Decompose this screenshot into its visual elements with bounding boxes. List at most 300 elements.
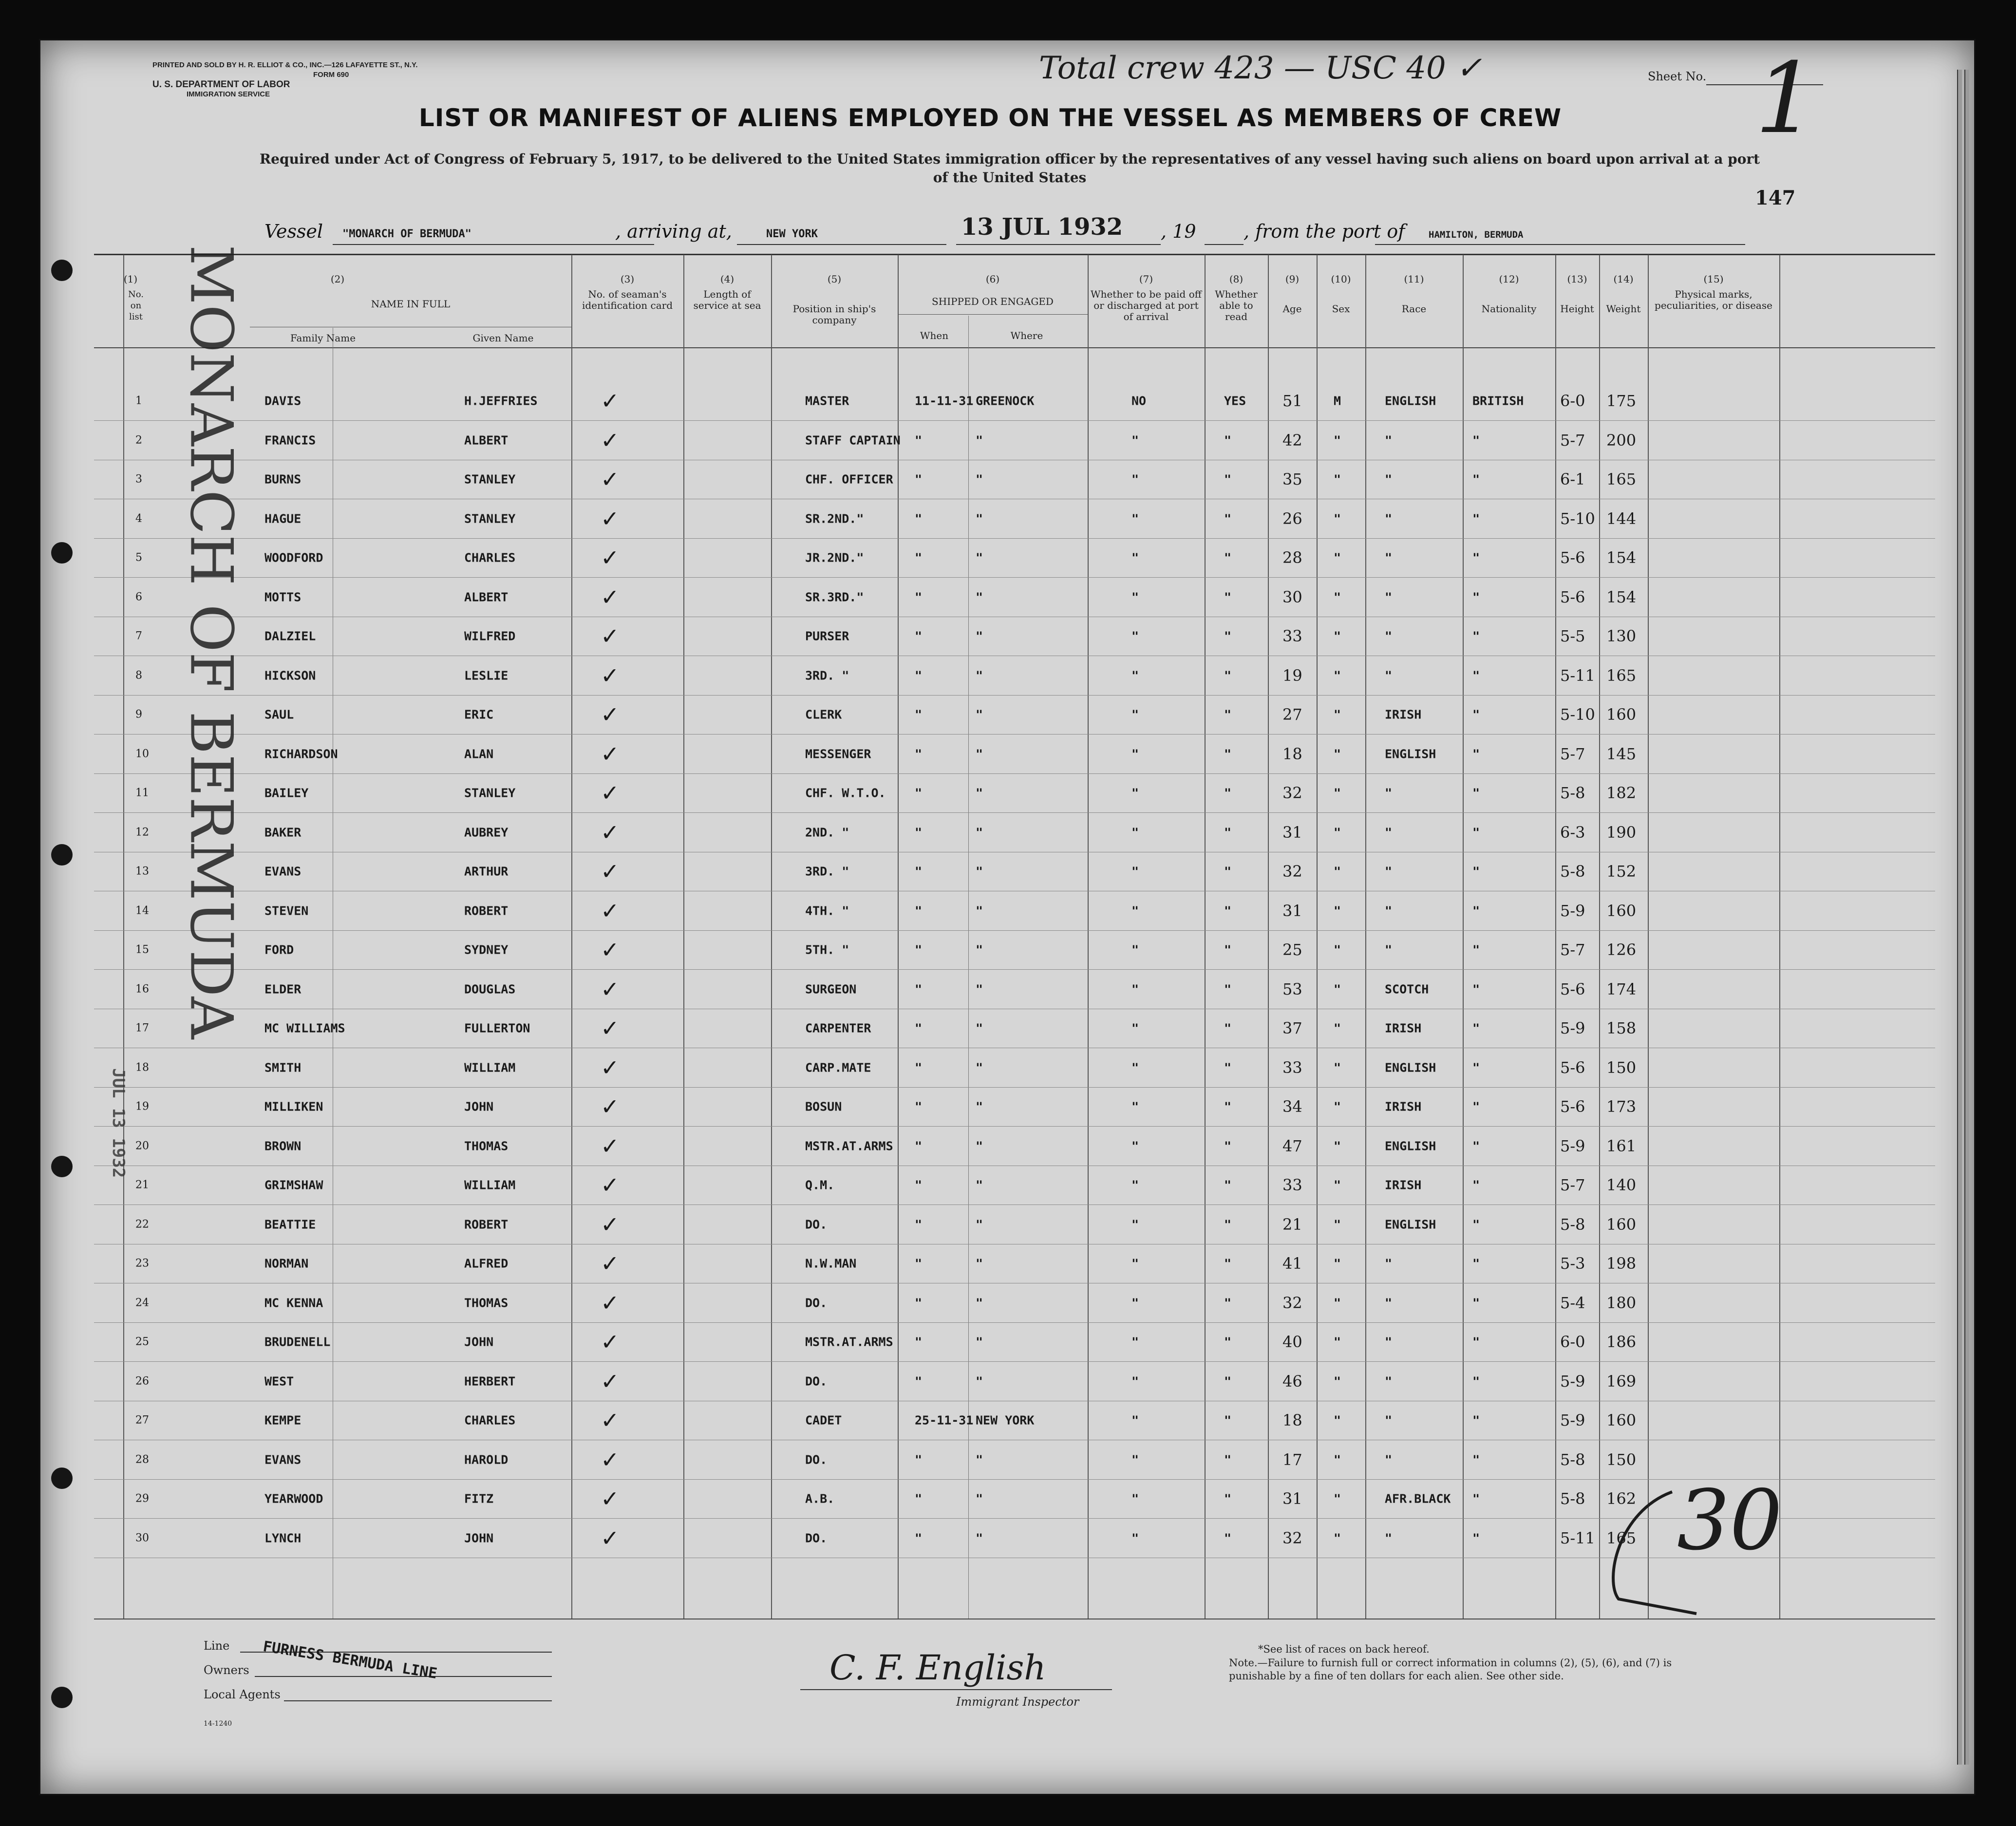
crew-id-cell: ✓: [601, 545, 620, 571]
crew-no-cell: 5: [135, 551, 142, 564]
crew-race-cell: IRISH: [1385, 1178, 1422, 1192]
crew-nat-cell: ": [1472, 825, 1480, 839]
crew-paid-cell: ": [1131, 550, 1139, 565]
crew-when-cell: ": [915, 747, 923, 761]
crew-nat-cell: ": [1472, 1335, 1480, 1349]
crew-id-cell: ✓: [601, 1250, 620, 1277]
crew-paid-cell: ": [1131, 668, 1139, 682]
crew-sex-cell: ": [1334, 668, 1341, 682]
crew-when-cell: ": [915, 982, 923, 996]
crew-weight-cell: 152: [1606, 862, 1637, 881]
binder-hole: [51, 1468, 73, 1489]
crew-read-cell: ": [1224, 747, 1232, 761]
crew-paid-cell: ": [1131, 1099, 1139, 1114]
crew-race-cell: ": [1385, 668, 1393, 682]
crew-when-cell: ": [915, 472, 923, 487]
crew-id-cell: ✓: [601, 1211, 620, 1238]
crew-weight-cell: 150: [1606, 1058, 1637, 1077]
crew-paid-cell: ": [1131, 825, 1139, 839]
crew-read-cell: ": [1224, 511, 1232, 526]
crew-race-cell: ": [1385, 864, 1393, 879]
col-num-4: (4): [720, 273, 735, 285]
crew-nat-cell: ": [1472, 707, 1480, 722]
crew-weight-cell: 160: [1606, 705, 1637, 724]
crew-nat-cell: ": [1472, 904, 1480, 918]
crew-weight-cell: 154: [1606, 587, 1637, 606]
crew-weight-cell: 154: [1606, 548, 1637, 567]
sheet-label: Sheet No.: [1648, 70, 1707, 83]
crew-when-cell: ": [915, 629, 923, 643]
crew-position-cell: MESSENGER: [805, 747, 871, 761]
crew-position-cell: DO.: [805, 1452, 828, 1467]
races-note: *See list of races on back hereof.: [1258, 1643, 1430, 1655]
crew-age-cell: 31: [1282, 823, 1302, 842]
crew-where-cell: NEW YORK: [976, 1413, 1035, 1428]
service-label: IMMIGRATION SERVICE: [187, 90, 270, 98]
crew-paid-cell: ": [1131, 1452, 1139, 1467]
crew-no-cell: 13: [135, 865, 149, 878]
crew-race-cell: IRISH: [1385, 1099, 1422, 1114]
crew-when-cell: ": [915, 590, 923, 604]
crew-no-cell: 19: [135, 1100, 149, 1113]
crew-read-cell: ": [1224, 786, 1232, 800]
crew-race-cell: ": [1385, 1256, 1393, 1271]
crew-weight-cell: 175: [1606, 392, 1637, 410]
crew-when-cell: ": [915, 1256, 923, 1271]
crew-no-cell: 9: [135, 708, 142, 721]
crew-no-cell: 26: [135, 1375, 149, 1387]
row-rule: [94, 969, 1935, 970]
crew-sex-cell: ": [1334, 1099, 1341, 1114]
crew-id-cell: ✓: [601, 505, 620, 532]
crew-where-cell: ": [976, 511, 983, 526]
crew-position-cell: CHF. OFFICER: [805, 472, 893, 487]
crew-nat-cell: ": [1472, 1452, 1480, 1467]
crew-read-cell: ": [1224, 1021, 1232, 1035]
crew-sex-cell: ": [1334, 1374, 1341, 1388]
crew-age-cell: 32: [1282, 862, 1302, 881]
crew-age-cell: 41: [1282, 1254, 1302, 1273]
crew-no-cell: 20: [135, 1140, 149, 1152]
crew-where-cell: ": [976, 1491, 983, 1506]
crew-sex-cell: ": [1334, 1531, 1341, 1545]
crew-no-cell: 11: [135, 787, 149, 799]
crew-no-cell: 15: [135, 943, 149, 956]
crew-given-cell: ARTHUR: [464, 864, 509, 879]
col-num-3: (3): [620, 273, 635, 285]
header-length-service: Length of service at sea: [693, 288, 761, 311]
crew-height-cell: 5-8: [1560, 1450, 1585, 1469]
crew-position-cell: CARP.MATE: [805, 1060, 871, 1074]
col-num-2: (2): [330, 273, 345, 285]
crew-weight-cell: 162: [1606, 1489, 1637, 1508]
header-shipped: SHIPPED OR ENGAGED: [932, 296, 1054, 307]
date-underline: [956, 244, 1161, 245]
crew-race-cell: ": [1385, 825, 1393, 839]
crew-where-cell: ": [976, 668, 983, 682]
crew-no-cell: 21: [135, 1179, 149, 1191]
crew-given-cell: ALFRED: [464, 1256, 509, 1271]
crew-position-cell: A.B.: [805, 1491, 835, 1506]
crew-id-cell: ✓: [601, 623, 620, 649]
crew-family-cell: YEARWOOD: [264, 1491, 323, 1506]
crew-given-cell: STANLEY: [464, 786, 516, 800]
crew-race-cell: ": [1385, 629, 1393, 643]
crew-weight-cell: 180: [1606, 1293, 1637, 1312]
crew-nat-cell: ": [1472, 629, 1480, 643]
crew-sex-cell: ": [1334, 1139, 1341, 1153]
crew-nat-cell: ": [1472, 1296, 1480, 1310]
crew-when-cell: 11-11-31: [915, 394, 974, 408]
table-header-rule: [94, 347, 1935, 348]
crew-when-cell: ": [915, 864, 923, 879]
header-no-on-list: No. on list: [128, 289, 144, 322]
crew-weight-cell: 150: [1606, 1450, 1637, 1469]
crew-when-cell: ": [915, 1217, 923, 1231]
crew-family-cell: EVANS: [264, 1452, 301, 1467]
crew-weight-cell: 158: [1606, 1019, 1637, 1037]
crew-nat-cell: ": [1472, 747, 1480, 761]
crew-paid-cell: ": [1131, 864, 1139, 879]
crew-id-cell: ✓: [601, 858, 620, 885]
crew-no-cell: 6: [135, 591, 142, 603]
crew-race-cell: ": [1385, 942, 1393, 957]
crew-height-cell: 5-6: [1560, 979, 1585, 998]
crew-when-cell: ": [915, 1099, 923, 1114]
crew-paid-cell: ": [1131, 904, 1139, 918]
crew-given-cell: HERBERT: [464, 1374, 516, 1388]
crew-where-cell: ": [976, 550, 983, 565]
crew-given-cell: STANLEY: [464, 511, 516, 526]
crew-age-cell: 33: [1282, 627, 1302, 645]
crew-race-cell: ": [1385, 433, 1393, 447]
col-num-6: (6): [985, 273, 1000, 285]
col-num-13: (13): [1567, 273, 1587, 285]
crew-paid-cell: ": [1131, 1531, 1139, 1545]
crew-given-cell: HAROLD: [464, 1452, 509, 1467]
crew-nat-cell: ": [1472, 1217, 1480, 1231]
crew-when-cell: ": [915, 1060, 923, 1074]
crew-height-cell: 5-7: [1560, 941, 1585, 959]
crew-where-cell: ": [976, 904, 983, 918]
crew-race-cell: IRISH: [1385, 1021, 1422, 1035]
crew-read-cell: ": [1224, 1491, 1232, 1506]
crew-nat-cell: ": [1472, 1491, 1480, 1506]
crew-age-cell: 26: [1282, 509, 1302, 528]
crew-when-cell: ": [915, 1335, 923, 1349]
crew-weight-cell: 174: [1606, 979, 1637, 998]
crew-family-cell: DAVIS: [264, 394, 301, 408]
crew-paid-cell: ": [1131, 707, 1139, 722]
crew-sex-cell: ": [1334, 942, 1341, 957]
crew-nat-cell: ": [1472, 550, 1480, 565]
crew-when-cell: 25-11-31: [915, 1413, 974, 1428]
crew-sex-cell: ": [1334, 1060, 1341, 1074]
crew-sex-cell: ": [1334, 433, 1341, 447]
agents-underline: [284, 1700, 552, 1701]
row-rule: [94, 773, 1935, 774]
year-underline: [1205, 244, 1244, 245]
col-num-10: (10): [1331, 273, 1351, 285]
crew-age-cell: 40: [1282, 1333, 1302, 1351]
crew-paid-cell: ": [1131, 590, 1139, 604]
crew-age-cell: 19: [1282, 666, 1302, 685]
header-when: When: [920, 330, 949, 341]
col-num-5: (5): [827, 273, 842, 285]
printer-line: PRINTED AND SOLD BY H. R. ELLIOT & CO., INC.—126 LAFAYETTE ST., N.Y.: [152, 61, 418, 69]
binder-hole: [51, 260, 73, 281]
crew-paid-cell: NO: [1131, 394, 1147, 408]
crew-read-cell: ": [1224, 864, 1232, 879]
crew-given-cell: WILFRED: [464, 629, 516, 643]
crew-family-cell: STEVEN: [264, 904, 309, 918]
crew-given-cell: WILLIAM: [464, 1060, 516, 1074]
crew-id-cell: ✓: [601, 466, 620, 492]
crew-family-cell: LYNCH: [264, 1531, 301, 1545]
crew-family-cell: HICKSON: [264, 668, 316, 682]
crew-id-cell: ✓: [601, 1486, 620, 1512]
crew-read-cell: ": [1224, 904, 1232, 918]
crew-nat-cell: ": [1472, 472, 1480, 487]
crew-race-cell: ": [1385, 1531, 1393, 1545]
crew-sex-cell: ": [1334, 825, 1341, 839]
crew-race-cell: ": [1385, 1452, 1393, 1467]
crew-nat-cell: ": [1472, 511, 1480, 526]
crew-where-cell: ": [976, 629, 983, 643]
crew-no-cell: 27: [135, 1414, 149, 1427]
crew-height-cell: 5-3: [1560, 1254, 1585, 1273]
crew-id-cell: ✓: [601, 1172, 620, 1198]
crew-nat-cell: ": [1472, 942, 1480, 957]
crew-age-cell: 28: [1282, 548, 1302, 567]
header-id-card: No. of seaman's identification card: [582, 288, 673, 311]
crew-family-cell: WOODFORD: [264, 550, 323, 565]
crew-id-cell: ✓: [601, 1368, 620, 1394]
total-crew-note: Total crew 423 — USC 40 ✓: [1039, 50, 1482, 86]
crew-family-cell: FORD: [264, 942, 294, 957]
crew-height-cell: 5-10: [1560, 509, 1595, 528]
crew-where-cell: ": [976, 747, 983, 761]
crew-given-cell: DOUGLAS: [464, 982, 516, 996]
crew-read-cell: ": [1224, 1335, 1232, 1349]
crew-age-cell: 35: [1282, 470, 1302, 489]
crew-given-cell: ROBERT: [464, 1217, 509, 1231]
crew-family-cell: BAKER: [264, 825, 301, 839]
crew-no-cell: 12: [135, 826, 149, 838]
crew-height-cell: 5-11: [1560, 666, 1595, 685]
crew-read-cell: ": [1224, 1452, 1232, 1467]
crew-read-cell: ": [1224, 629, 1232, 643]
from-port: HAMILTON, BERMUDA: [1429, 229, 1524, 240]
crew-paid-cell: ": [1131, 1139, 1139, 1153]
crew-no-cell: 10: [135, 748, 149, 760]
crew-family-cell: BAILEY: [264, 786, 309, 800]
from-label: , from the port of: [1244, 221, 1405, 242]
line-label: Line: [204, 1639, 230, 1653]
row-rule: [94, 538, 1935, 539]
crew-family-cell: BRUDENELL: [264, 1335, 331, 1349]
agents-label: Local Agents: [204, 1688, 281, 1701]
crew-position-cell: 3RD. ": [805, 668, 849, 682]
crew-weight-cell: 198: [1606, 1254, 1637, 1273]
crew-age-cell: 18: [1282, 744, 1302, 763]
crew-position-cell: Q.M.: [805, 1178, 835, 1192]
binder-hole: [51, 1687, 73, 1708]
crew-position-cell: DO.: [805, 1531, 828, 1545]
crew-sex-cell: ": [1334, 1296, 1341, 1310]
crew-when-cell: ": [915, 1178, 923, 1192]
crew-family-cell: SAUL: [264, 707, 294, 722]
crew-paid-cell: ": [1131, 433, 1139, 447]
crew-nat-cell: ": [1472, 982, 1480, 996]
crew-age-cell: 31: [1282, 1489, 1302, 1508]
crew-when-cell: ": [915, 1374, 923, 1388]
crew-race-cell: ENGLISH: [1385, 394, 1436, 408]
crew-race-cell: ": [1385, 550, 1393, 565]
crew-read-cell: ": [1224, 472, 1232, 487]
crew-age-cell: 21: [1282, 1215, 1302, 1234]
crew-nat-cell: ": [1472, 1531, 1480, 1545]
shipped-subrule: [898, 314, 1088, 315]
crew-given-cell: ALAN: [464, 747, 494, 761]
crew-when-cell: ": [915, 942, 923, 957]
crew-height-cell: 5-10: [1560, 705, 1595, 724]
crew-id-cell: ✓: [601, 388, 620, 414]
crew-position-cell: SR.2ND.": [805, 511, 864, 526]
crew-weight-cell: 145: [1606, 744, 1637, 763]
crew-height-cell: 5-7: [1560, 1176, 1585, 1194]
crew-height-cell: 6-0: [1560, 1333, 1585, 1351]
crew-read-cell: ": [1224, 1296, 1232, 1310]
col-num-12: (12): [1499, 273, 1519, 285]
crew-no-cell: 24: [135, 1297, 149, 1309]
crew-family-cell: MC WILLIAMS: [264, 1021, 345, 1035]
crew-race-cell: ENGLISH: [1385, 1060, 1436, 1074]
crew-given-cell: CHARLES: [464, 550, 516, 565]
crew-sex-cell: ": [1334, 1335, 1341, 1349]
crew-age-cell: 32: [1282, 1293, 1302, 1312]
crew-given-cell: FITZ: [464, 1491, 494, 1506]
crew-sex-cell: ": [1334, 1413, 1341, 1428]
crew-nat-cell: ": [1472, 1256, 1480, 1271]
crew-id-cell: ✓: [601, 1015, 620, 1041]
crew-race-cell: ": [1385, 511, 1393, 526]
crew-position-cell: 4TH. ": [805, 904, 849, 918]
crew-weight-cell: 161: [1606, 1136, 1637, 1155]
crew-position-cell: MASTER: [805, 394, 849, 408]
crew-paid-cell: ": [1131, 629, 1139, 643]
crew-family-cell: FRANCIS: [264, 433, 316, 447]
crew-paid-cell: ": [1131, 1060, 1139, 1074]
crew-where-cell: ": [976, 1099, 983, 1114]
crew-read-cell: ": [1224, 1256, 1232, 1271]
arriving-underline: [737, 244, 946, 245]
crew-when-cell: ": [915, 825, 923, 839]
crew-read-cell: ": [1224, 982, 1232, 996]
crew-age-cell: 33: [1282, 1058, 1302, 1077]
crew-weight-cell: 126: [1606, 941, 1637, 959]
crew-given-cell: JOHN: [464, 1099, 494, 1114]
crew-height-cell: 5-4: [1560, 1293, 1585, 1312]
header-where: Where: [1010, 330, 1043, 341]
crew-position-cell: CADET: [805, 1413, 842, 1428]
crew-sex-cell: ": [1334, 1178, 1341, 1192]
crew-weight-cell: 165: [1606, 470, 1637, 489]
crew-id-cell: ✓: [601, 701, 620, 728]
crew-where-cell: ": [976, 786, 983, 800]
crew-position-cell: 2ND. ": [805, 825, 849, 839]
crew-given-cell: JOHN: [464, 1335, 494, 1349]
crew-sex-cell: ": [1334, 1217, 1341, 1231]
crew-no-cell: 28: [135, 1453, 149, 1466]
crew-no-cell: 8: [135, 669, 142, 681]
crew-family-cell: SMITH: [264, 1060, 301, 1074]
margin-date-stamp: JUL 13 1932: [109, 1068, 128, 1178]
crew-weight-cell: 165: [1606, 666, 1637, 685]
crew-paid-cell: ": [1131, 1413, 1139, 1428]
header-age: Age: [1282, 303, 1302, 315]
crew-position-cell: PURSER: [805, 629, 849, 643]
crew-age-cell: 33: [1282, 1176, 1302, 1194]
page-title: LIST OR MANIFEST OF ALIENS EMPLOYED ON THE VESSEL AS MEMBERS OF CREW: [418, 104, 1562, 132]
row-rule: [94, 1087, 1935, 1088]
crew-family-cell: BURNS: [264, 472, 301, 487]
crew-when-cell: ": [915, 1139, 923, 1153]
crew-weight-cell: 160: [1606, 901, 1637, 920]
crew-id-cell: ✓: [601, 1093, 620, 1120]
col-num-11: (11): [1404, 273, 1424, 285]
fine-note: Note.—Failure to furnish full or correct information in columns (2), (5), (6), and (7) is punishable by a fine of ten dollars for each alien. See other side.: [1229, 1657, 1672, 1682]
crew-where-cell: ": [976, 864, 983, 879]
crew-sex-cell: ": [1334, 1491, 1341, 1506]
margin-vessel-name: MONARCH OF BERMUDA: [177, 245, 245, 1039]
crew-where-cell: GREENOCK: [976, 394, 1035, 408]
row-rule: [94, 420, 1935, 421]
crew-position-cell: CARPENTER: [805, 1021, 871, 1035]
crew-weight-cell: 140: [1606, 1176, 1637, 1194]
header-race: Race: [1401, 303, 1427, 315]
crew-where-cell: ": [976, 1452, 983, 1467]
crew-no-cell: 7: [135, 630, 142, 642]
crew-nat-cell: ": [1472, 1178, 1480, 1192]
crew-paid-cell: ": [1131, 1256, 1139, 1271]
crew-where-cell: ": [976, 1374, 983, 1388]
crew-race-cell: ": [1385, 472, 1393, 487]
crew-weight-cell: 165: [1606, 1528, 1637, 1547]
crew-sex-cell: ": [1334, 1452, 1341, 1467]
crew-no-cell: 2: [135, 434, 142, 446]
crew-read-cell: ": [1224, 668, 1232, 682]
crew-age-cell: 32: [1282, 784, 1302, 802]
crew-weight-cell: 160: [1606, 1411, 1637, 1430]
crew-when-cell: ": [915, 707, 923, 722]
header-family-name: Family Name: [290, 332, 356, 344]
department-label: U. S. DEPARTMENT OF LABOR: [152, 79, 290, 90]
crew-sex-cell: ": [1334, 904, 1341, 918]
crew-position-cell: MSTR.AT.ARMS: [805, 1139, 893, 1153]
crew-where-cell: ": [976, 472, 983, 487]
crew-weight-cell: 186: [1606, 1333, 1637, 1351]
crew-where-cell: ": [976, 1531, 983, 1545]
crew-nat-cell: ": [1472, 1060, 1480, 1074]
crew-where-cell: ": [976, 707, 983, 722]
crew-sex-cell: ": [1334, 1256, 1341, 1271]
header-marks: Physical marks, peculiarities, or disease: [1655, 288, 1772, 311]
crew-sex-cell: ": [1334, 550, 1341, 565]
crew-family-cell: MC KENNA: [264, 1296, 323, 1310]
crew-race-cell: ENGLISH: [1385, 747, 1436, 761]
crew-race-cell: ENGLISH: [1385, 1139, 1436, 1153]
